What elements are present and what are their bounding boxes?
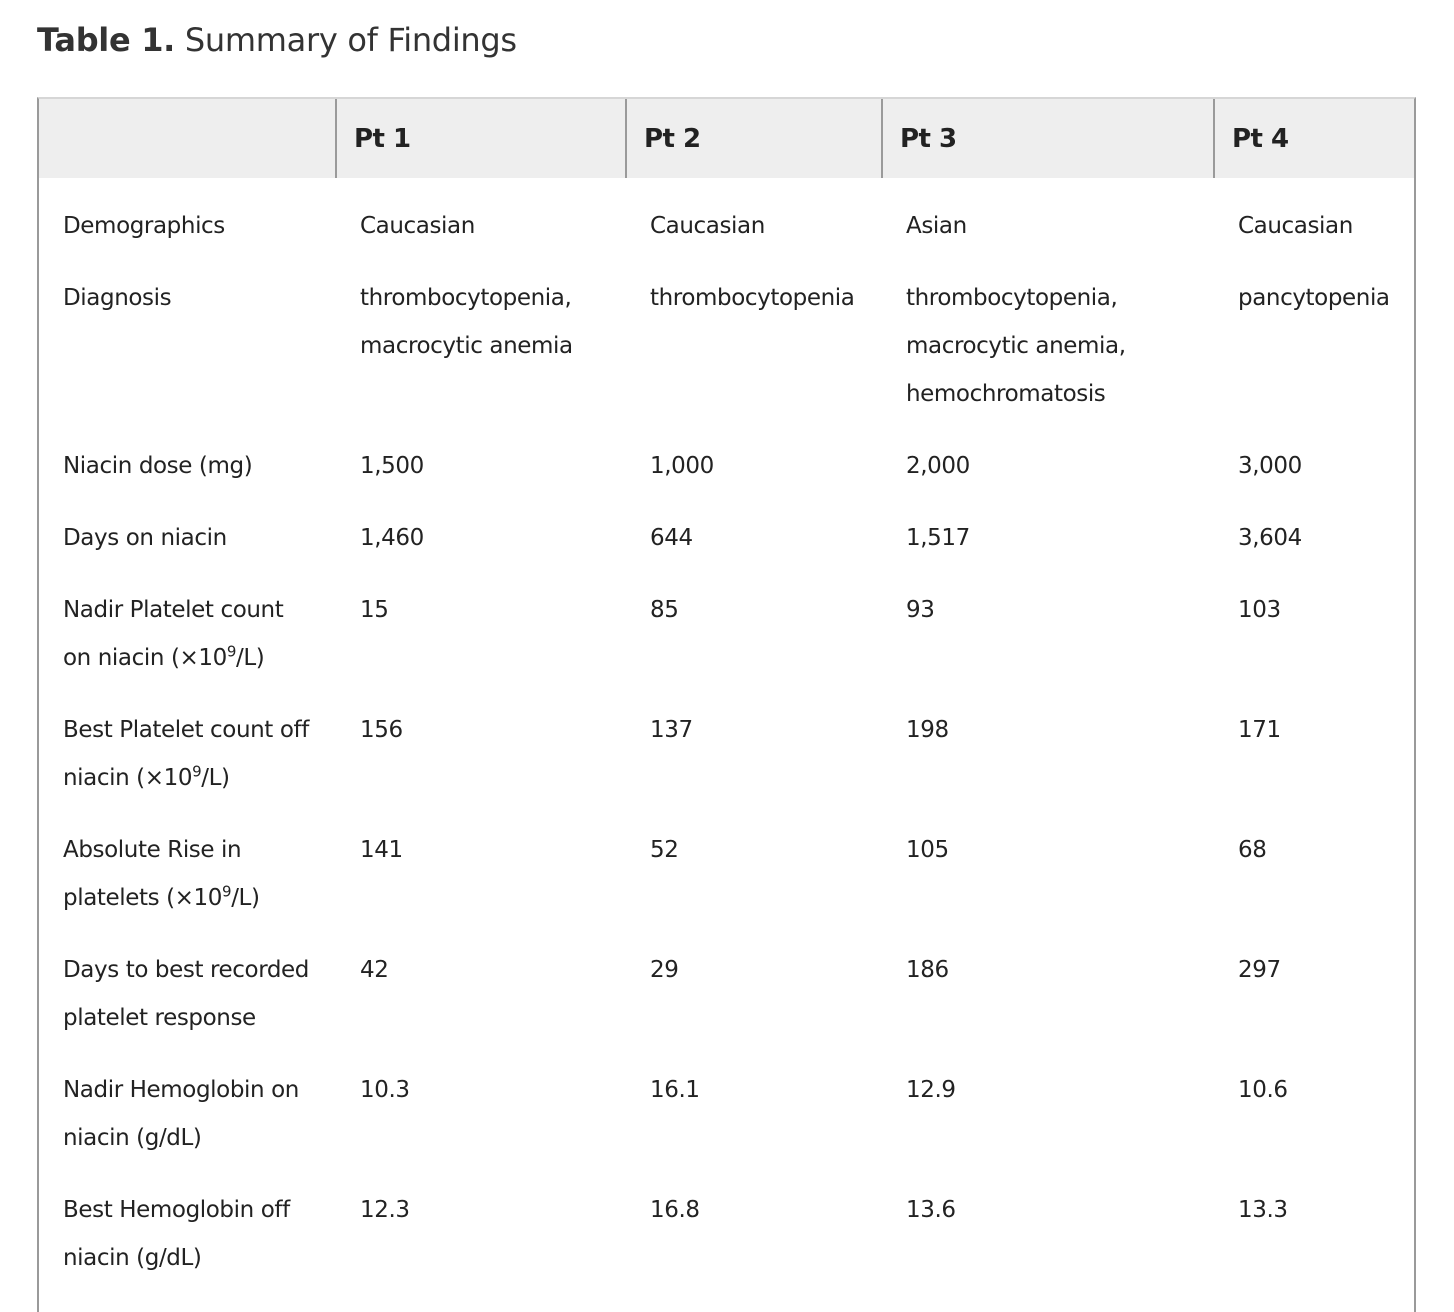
row-label-line: Nadir Platelet count — [63, 597, 284, 623]
findings-table — [39, 99, 1414, 1306]
table-cell-pt4 — [1214, 1186, 1414, 1306]
cell-line: 42 — [360, 957, 389, 983]
table-cell-pt1 — [336, 514, 626, 586]
table-row — [39, 178, 1414, 274]
cell-line: 13.3 — [1238, 1197, 1288, 1223]
cell-line: 85 — [650, 597, 679, 623]
cell-line: 10.3 — [360, 1077, 410, 1103]
row-label-exponent: 9 — [226, 642, 237, 661]
cell-line: 3,000 — [1238, 453, 1302, 479]
cell-line: 68 — [1238, 837, 1267, 863]
cell-line: 10.6 — [1238, 1077, 1288, 1103]
cell-line: 16.1 — [650, 1077, 700, 1103]
table-cell-pt1 — [336, 1186, 626, 1306]
row-label — [39, 442, 336, 514]
row-label-line: platelet response — [63, 1005, 256, 1031]
table-row — [39, 274, 1414, 442]
row-label-unit-prefix: niacin (×10 — [63, 765, 193, 791]
table-cell-pt4 — [1214, 586, 1414, 706]
table-cell-pt2 — [626, 514, 882, 586]
header-cell-pt3: Pt 3 — [882, 99, 1214, 178]
row-label-line: Best Hemoglobin off — [63, 1197, 290, 1223]
row-label-line: Diagnosis — [63, 285, 172, 311]
table-caption — [37, 18, 517, 62]
row-label — [39, 826, 336, 946]
cell-line: 156 — [360, 717, 403, 743]
cell-line: 15 — [360, 597, 389, 623]
cell-line: macrocytic anemia — [360, 333, 573, 359]
row-label-unit-suffix: /L) — [236, 645, 265, 671]
cell-line: macrocytic anemia, — [906, 333, 1126, 359]
table-cell-pt4 — [1214, 826, 1414, 946]
row-label — [39, 946, 336, 1066]
cell-line: 2,000 — [906, 453, 970, 479]
row-label-exponent: 9 — [222, 882, 232, 901]
table-cell-pt4 — [1214, 442, 1414, 514]
table-cell-pt3 — [882, 1066, 1214, 1186]
row-label — [39, 274, 336, 442]
row-label-unit-suffix: /L) — [201, 765, 230, 791]
table-cell-pt2 — [626, 442, 882, 514]
row-label-line: Days to best recorded — [63, 957, 309, 983]
cell-line: 12.3 — [360, 1197, 410, 1223]
cell-line: 103 — [1238, 597, 1281, 623]
table-header — [39, 99, 1414, 178]
table-cell-pt2 — [626, 826, 882, 946]
table-cell-pt1 — [336, 274, 626, 442]
table-row — [39, 706, 1414, 826]
row-label — [39, 586, 336, 706]
table-row — [39, 826, 1414, 946]
table-cell-pt2 — [626, 946, 882, 1066]
cell-line: 198 — [906, 717, 949, 743]
table-cell-pt3 — [882, 826, 1214, 946]
row-label-line: Best Platelet count off — [63, 717, 309, 743]
cell-line: hemochromatosis — [906, 381, 1106, 407]
cell-line: pancytopenia — [1238, 285, 1390, 311]
table-row — [39, 442, 1414, 514]
header-row — [39, 99, 1414, 178]
cell-line: thrombocytopenia, — [360, 285, 572, 311]
cell-line: 3,604 — [1238, 525, 1302, 551]
cell-line: 13.6 — [906, 1197, 956, 1223]
table-row — [39, 514, 1414, 586]
table-cell-pt2 — [626, 706, 882, 826]
cell-line: Caucasian — [360, 213, 475, 239]
cell-line: Caucasian — [1238, 213, 1353, 239]
row-label-line: Niacin dose (mg) — [63, 453, 253, 479]
row-label-line — [63, 634, 332, 682]
row-label — [39, 514, 336, 586]
cell-line: 105 — [906, 837, 949, 863]
table-cell-pt2 — [626, 274, 882, 442]
table-cell-pt3 — [882, 586, 1214, 706]
cell-line: 186 — [906, 957, 949, 983]
table-cell-pt2 — [626, 178, 882, 274]
table-cell-pt3 — [882, 178, 1214, 274]
table-row — [39, 946, 1414, 1066]
table-cell-pt4 — [1214, 178, 1414, 274]
table-cell-pt1 — [336, 826, 626, 946]
table-cell-pt1 — [336, 946, 626, 1066]
cell-line: 644 — [650, 525, 693, 551]
header-cell-empty — [39, 99, 336, 178]
table-cell-pt3 — [882, 442, 1214, 514]
table-cell-pt3 — [882, 1186, 1214, 1306]
table-cell-pt2 — [626, 1186, 882, 1306]
row-label-line: Demographics — [63, 213, 225, 239]
table-row — [39, 1186, 1414, 1306]
cell-line: 29 — [650, 957, 679, 983]
table-cell-pt3 — [882, 514, 1214, 586]
table-cell-pt4 — [1214, 946, 1414, 1066]
row-label-line: Days on niacin — [63, 525, 227, 551]
row-label-line: niacin (g/dL) — [63, 1125, 202, 1151]
table-caption-label: Table 1. — [37, 21, 176, 59]
row-label-line: Absolute Rise in — [63, 837, 242, 863]
cell-line: Asian — [906, 213, 967, 239]
table-cell-pt3 — [882, 706, 1214, 826]
cell-line: 52 — [650, 837, 679, 863]
cell-line: thrombocytopenia — [650, 285, 855, 311]
table-cell-pt2 — [626, 586, 882, 706]
row-label-line — [63, 754, 332, 802]
table-cell-pt1 — [336, 178, 626, 274]
table-cell-pt3 — [882, 274, 1214, 442]
row-label-line: niacin (g/dL) — [63, 1245, 202, 1271]
table-cell-pt4 — [1214, 1066, 1414, 1186]
cell-line: 16.8 — [650, 1197, 700, 1223]
cell-line: 171 — [1238, 717, 1281, 743]
table-cell-pt4 — [1214, 514, 1414, 586]
cell-line: 1,000 — [650, 453, 714, 479]
row-label-exponent: 9 — [192, 762, 202, 781]
table-cell-pt1 — [336, 442, 626, 514]
row-label — [39, 178, 336, 274]
table-cell-pt1 — [336, 1066, 626, 1186]
row-label — [39, 1066, 336, 1186]
cell-line: 1,517 — [906, 525, 970, 551]
row-label-line: Nadir Hemoglobin on — [63, 1077, 299, 1103]
row-label-unit-prefix: on niacin (×10 — [63, 645, 227, 671]
cell-line: 93 — [906, 597, 935, 623]
row-label-unit-suffix: /L) — [231, 885, 260, 911]
cell-line: 141 — [360, 837, 403, 863]
table-cell-pt3 — [882, 946, 1214, 1066]
findings-table-container — [37, 97, 1416, 1312]
row-label-line — [63, 874, 332, 922]
table-row — [39, 1066, 1414, 1186]
table-cell-pt4 — [1214, 274, 1414, 442]
cell-line: 297 — [1238, 957, 1281, 983]
table-row — [39, 586, 1414, 706]
cell-line: 137 — [650, 717, 693, 743]
table-body — [39, 178, 1414, 1306]
header-cell-pt1: Pt 1 — [336, 99, 626, 178]
cell-line: thrombocytopenia, — [906, 285, 1118, 311]
table-caption-title: Summary of Findings — [184, 21, 517, 59]
row-label-unit-prefix: platelets (×10 — [63, 885, 223, 911]
header-cell-pt4: Pt 4 — [1214, 99, 1414, 178]
row-label — [39, 706, 336, 826]
cell-line: 1,500 — [360, 453, 424, 479]
table-cell-pt1 — [336, 706, 626, 826]
cell-line: 1,460 — [360, 525, 424, 551]
table-cell-pt2 — [626, 1066, 882, 1186]
header-cell-pt2: Pt 2 — [626, 99, 882, 178]
table-cell-pt4 — [1214, 706, 1414, 826]
table-cell-pt1 — [336, 586, 626, 706]
cell-line: 12.9 — [906, 1077, 956, 1103]
cell-line: Caucasian — [650, 213, 765, 239]
row-label — [39, 1186, 336, 1306]
